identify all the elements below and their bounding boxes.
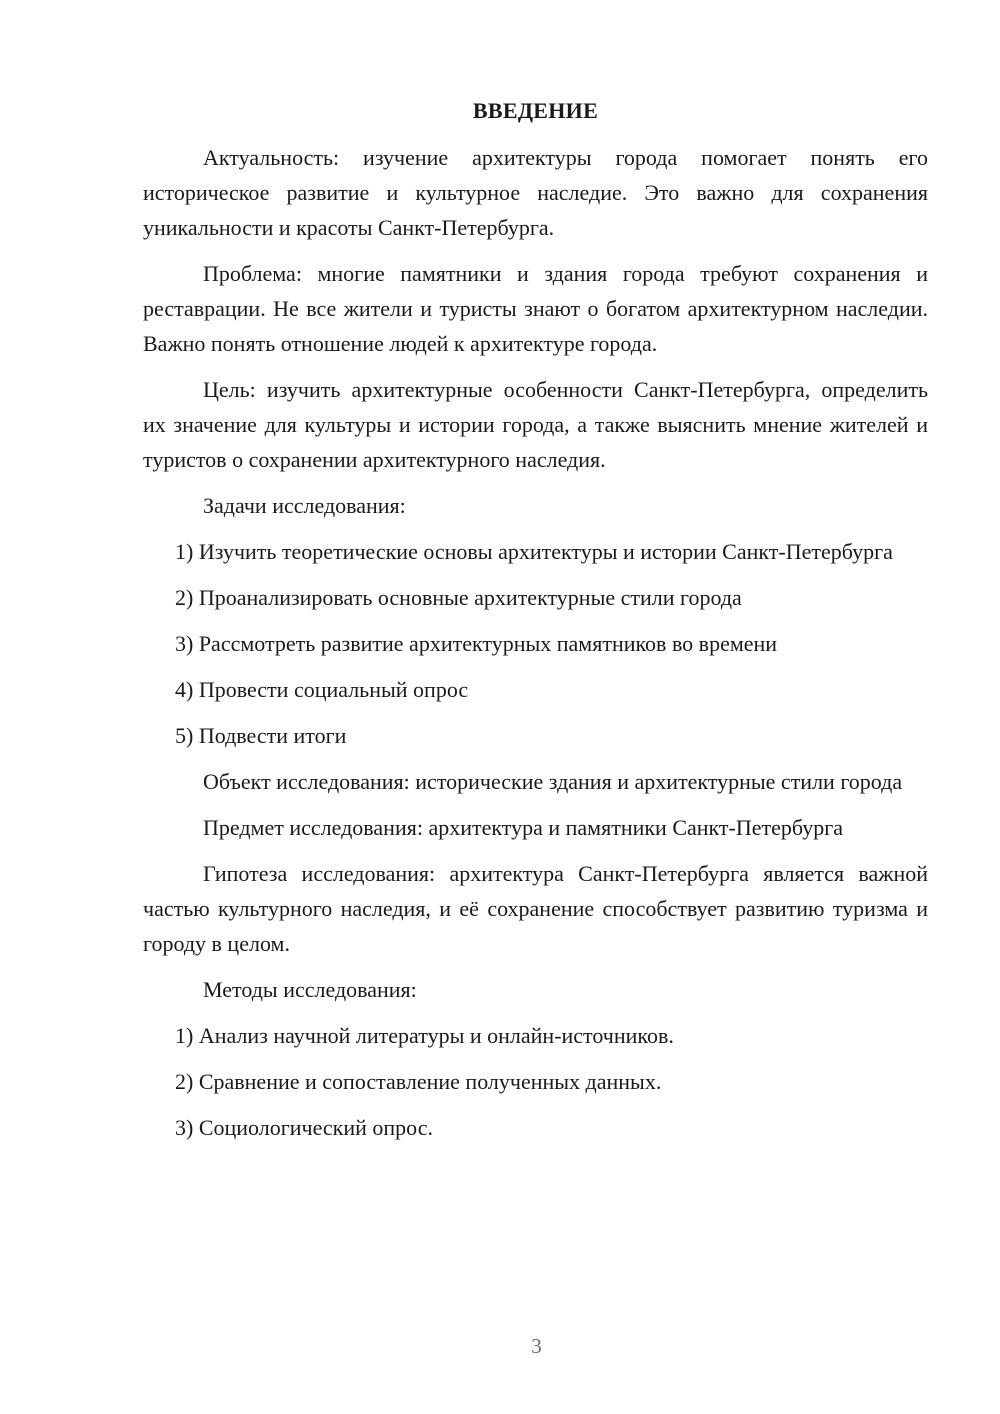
paragraph-methods-heading: Методы исследования: xyxy=(203,977,417,1002)
paragraph-tasks-heading: Задачи исследования: xyxy=(203,493,406,518)
paragraph-goal: Цель: изучить архитектурные особенности Санкт-Петербурга, определить их значение для культуры и истории города, а также выяснить мнение жителей и туристов о сохранении архитектурного наследия. xyxy=(143,377,928,472)
document-page xyxy=(143,93,928,1156)
method-item: 1) Анализ научной литературы и онлайн-источников. xyxy=(175,1023,674,1048)
task-item: 2) Проанализировать основные архитектурные стили города xyxy=(175,585,742,610)
paragraph-object: Объект исследования: исторические здания и архитектурные стили города xyxy=(203,769,903,794)
section-title: ВВЕДЕНИЕ xyxy=(472,98,599,123)
method-item: 2) Сравнение и сопоставление полученных данных. xyxy=(175,1069,662,1094)
task-item: 1) Изучить теоретические основы архитектуры и истории Санкт-Петербурга xyxy=(175,539,893,564)
paragraph-hypothesis: Гипотеза исследования: архитектура Санкт-Петербурга является важной частью культурного наследия, и её сохранение способствует развитию туризма и городу в целом. xyxy=(143,861,928,956)
paragraph-relevance: Актуальность: изучение архитектуры города помогает понять его историческое развитие и культурное наследие. Это важно для сохранения уникальности и красоты Санкт-Петербурга. xyxy=(143,145,928,240)
paragraph-problem: Проблема: многие памятники и здания города требуют сохранения и реставрации. Не все жители и туристы знают о богатом архитектурном наследии. Важно понять отношение людей к архитектуре города. xyxy=(143,261,928,356)
task-item: 3) Рассмотреть развитие архитектурных памятников во времени xyxy=(175,631,778,656)
method-item: 3) Социологический опрос. xyxy=(175,1115,433,1140)
paragraph-subject: Предмет исследования: архитектура и памятники Санкт-Петербурга xyxy=(203,815,844,840)
page-number: 3 xyxy=(531,1334,542,1358)
task-item: 4) Провести социальный опрос xyxy=(175,677,469,702)
task-item: 5) Подвести итоги xyxy=(175,723,347,748)
